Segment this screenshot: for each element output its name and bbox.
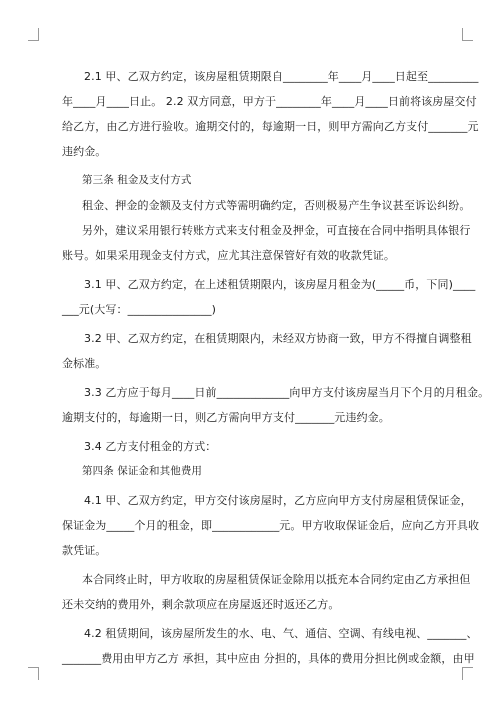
article-4-heading: 第四条 保证金和其他费用: [82, 465, 203, 477]
crop-mark-bottom-left: [28, 667, 39, 680]
clause-3-3-line-1: 3.3 乙方应于每月____日前_____________向甲方支付该房屋当月下个月的月租金。: [84, 386, 490, 399]
article-3-note-line-2: 另外，建议采用银行转账方式来支付租金及押金，可直接在合同中指明具体银行: [82, 224, 471, 237]
crop-mark-bottom-right: [462, 667, 473, 680]
clause-4-2-line-1: 4.2 租赁期间，该房屋所发生的水、电、气、通信、空调、有线电视、_______、: [84, 627, 478, 640]
clause-2-2-line-3: 违约金。: [62, 145, 107, 158]
clause-3-1-line-2: ___元(大写：_______________): [62, 303, 216, 316]
article-3-heading: 第三条 租金及支付方式: [82, 174, 192, 186]
clause-3-1-line-1: 3.1 甲、乙双方约定，在上述租赁期限内，该房屋月租金为(_____币，下同)____: [84, 278, 476, 291]
clause-3-2-line-2: 金标准。: [62, 357, 107, 370]
clause-3-4: 3.4 乙方支付租金的方式：: [84, 440, 217, 453]
clause-2-2-line-1: 年____月____日止。 2.2 双方同意，甲方于________年____月____日前将该房屋交付: [62, 95, 477, 108]
crop-mark-top-left: [28, 28, 39, 41]
clause-4-1-line-3: 款凭证。: [62, 544, 107, 557]
clause-2-2-line-2: 给乙方，由乙方进行验收。逾期交付的，每逾期一日，则甲方需向乙方支付_______元: [62, 120, 479, 133]
clause-4-1-line-2: 保证金为_____个月的租金，即____________元。甲方收取保证金后，应向乙方开具收: [62, 519, 480, 532]
deposit-return-line-2: 还未交纳的费用外，剩余款项应在房屋返还时返还乙方。: [62, 598, 340, 611]
deposit-return-line-1: 本合同终止时，甲方收取的房屋租赁保证金除用以抵充本合同约定由乙方承担但: [82, 573, 471, 586]
clause-3-2-line-1: 3.2 甲、乙双方约定，在租赁期限内，未经双方协商一致，甲方不得擅自调整租: [84, 332, 472, 345]
article-3-note-line-1: 租金、押金的金额及支付方式等需明确约定，否则极易产生争议甚至诉讼纠纷。: [82, 199, 471, 212]
clause-2-1-line-1: 2.1 甲、乙双方约定，该房屋租赁期限自________年____月____日起至_________: [84, 70, 479, 83]
clause-4-1-line-1: 4.1 甲、乙双方约定，甲方交付该房屋时，乙方应向甲方支付房屋租赁保证金，: [84, 494, 472, 507]
crop-mark-top-right: [462, 28, 473, 41]
article-3-note-line-3: 账号。如果采用现金支付方式，应尤其注意保管好有效的收款凭证。: [62, 249, 395, 262]
document-body: [62, 64, 490, 671]
clause-4-2-line-2: _______费用由甲方乙方 承担，其中应由 分担的，具体的费用分担比例或金额，由甲: [62, 652, 475, 665]
clause-3-3-line-2: 逾期支付的，每逾期一日，则乙方需向甲方支付_______元违约金。: [62, 411, 390, 424]
